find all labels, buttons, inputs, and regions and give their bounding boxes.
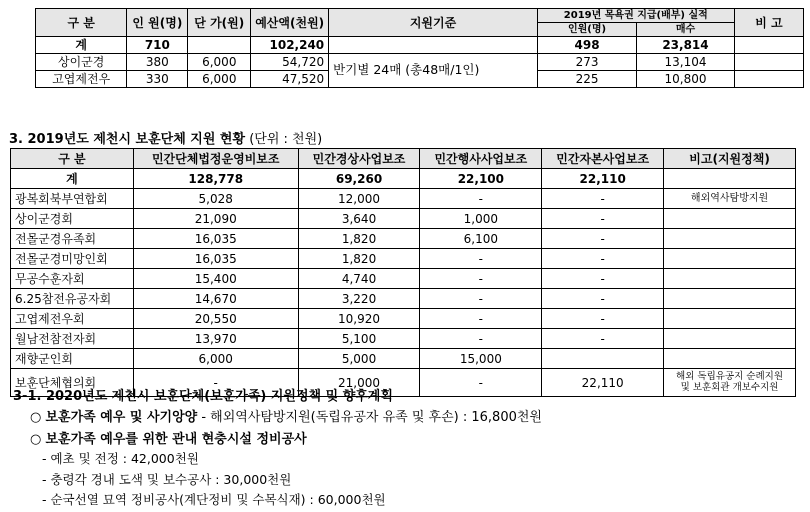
header-note: 비고(지원정책)	[664, 149, 796, 169]
cell-name: 고엽제전우회	[11, 309, 134, 329]
cell-capital: -	[542, 329, 664, 349]
note-line-1: 해외 독립유공지 순례지원	[676, 371, 784, 383]
cell-name: 광복회북부연합회	[11, 189, 134, 209]
cell-perf-people: 273	[537, 54, 636, 71]
cell-note	[664, 309, 796, 329]
cell-name: 전몰군경유족회	[11, 229, 134, 249]
bullet-2-heading: 보훈가족 예우를 위한 관내 현충시설 정비공사	[45, 432, 307, 447]
cell-total-criteria	[329, 37, 538, 54]
cell-note	[664, 229, 796, 249]
cell-budget: 54,720	[251, 54, 329, 71]
cell-capital: -	[542, 209, 664, 229]
table-row-total	[11, 169, 796, 189]
table-row	[11, 309, 796, 329]
cell-perf-people: 225	[537, 71, 636, 88]
circle-bullet-icon: ○	[30, 410, 42, 425]
section-3-unit: (단위 : 천원)	[245, 132, 323, 147]
cell-operating: 21,090	[133, 209, 298, 229]
header-capital: 민간자본사업보조	[542, 149, 664, 169]
bullet-item-1	[30, 406, 542, 425]
cell-people: 380	[127, 54, 188, 71]
cell-operating: 13,970	[133, 329, 298, 349]
cell-capital: 22,110	[542, 369, 664, 397]
cell-capital: -	[542, 269, 664, 289]
cell-total-perf-people: 498	[537, 37, 636, 54]
table-row	[36, 54, 804, 71]
bullet-1-heading: 보훈가족 예우 및 사기앙양	[45, 410, 198, 425]
cell-capital: -	[542, 189, 664, 209]
header-budget: 예산액(천원)	[251, 9, 329, 37]
cell-note	[664, 349, 796, 369]
note-line-2: 및 보훈회관 개보수지원	[680, 381, 779, 393]
cell-note	[664, 209, 796, 229]
cell-total-people: 710	[127, 37, 188, 54]
cell-capital: -	[542, 229, 664, 249]
table-row	[11, 229, 796, 249]
cell-business: 21,000	[298, 369, 420, 397]
list-item: - 예초 및 전정 : 42,000천원	[42, 451, 199, 466]
voucher-table	[35, 8, 804, 88]
cell-total-capital: 22,110	[542, 169, 664, 189]
cell-perf-count: 10,800	[637, 71, 735, 88]
cell-total-note	[734, 37, 803, 54]
cell-capital	[542, 349, 664, 369]
header-performance: 2019년 목욕권 지급(배부) 실적	[537, 9, 734, 23]
cell-capital: -	[542, 309, 664, 329]
cell-event: -	[420, 369, 542, 397]
cell-total-event: 22,100	[420, 169, 542, 189]
cell-name: 상이군경회	[11, 209, 134, 229]
cell-operating: 5,028	[133, 189, 298, 209]
cell-unit-price: 6,000	[188, 71, 251, 88]
cell-total-business: 69,260	[298, 169, 420, 189]
cell-capital: -	[542, 289, 664, 309]
bullet-1-detail: - 해외역사탐방지원(독립유공자 유족 및 후손) : 16,800천원	[197, 410, 542, 425]
cell-operating: -	[133, 369, 298, 397]
cell-name: 재향군인회	[11, 349, 134, 369]
cell-operating: 15,400	[133, 269, 298, 289]
table-row	[11, 289, 796, 309]
cell-note	[734, 54, 803, 71]
cell-total-label: 계	[36, 37, 127, 54]
cell-note	[664, 289, 796, 309]
cell-perf-count: 13,104	[637, 54, 735, 71]
header-category: 구 분	[36, 9, 127, 37]
cell-event: -	[420, 309, 542, 329]
cell-note	[734, 71, 803, 88]
header-event: 민간행사사업보조	[420, 149, 542, 169]
cell-operating: 14,670	[133, 289, 298, 309]
cell-total-perf-count: 23,814	[637, 37, 735, 54]
section-3-heading: 3. 2019년도 제천시 보훈단체 지원 현황	[9, 132, 246, 147]
cell-category: 고엽제전우	[36, 71, 127, 88]
cell-category: 상이군경	[36, 54, 127, 71]
cell-business: 5,000	[298, 349, 420, 369]
cell-event: -	[420, 189, 542, 209]
header-category: 구 분	[11, 149, 134, 169]
cell-business: 10,920	[298, 309, 420, 329]
header-business: 민간경상사업보조	[298, 149, 420, 169]
cell-note	[664, 369, 796, 397]
cell-note: 해외역사탐방지원	[664, 189, 796, 209]
cell-criteria: 반기별 24매 (총48매/1인)	[329, 54, 538, 88]
table-row	[11, 349, 796, 369]
cell-name: 보훈단체협의회	[11, 369, 134, 397]
cell-business: 1,820	[298, 249, 420, 269]
cell-name: 무공수훈자회	[11, 269, 134, 289]
header-note: 비 고	[734, 9, 803, 37]
cell-total-operating: 128,778	[133, 169, 298, 189]
cell-total-unit-price	[188, 37, 251, 54]
section-3-1-title: 3-1. 2020년도 제천시 보훈단체(보훈가족) 지원정책 및 향후계획	[13, 389, 393, 404]
cell-event: -	[420, 269, 542, 289]
support-table	[10, 148, 796, 397]
cell-total-note	[664, 169, 796, 189]
cell-operating: 20,550	[133, 309, 298, 329]
cell-business: 12,000	[298, 189, 420, 209]
circle-bullet-icon: ○	[30, 432, 42, 447]
cell-name: 전몰군경미망인회	[11, 249, 134, 269]
cell-operating: 16,035	[133, 249, 298, 269]
section-3-title	[9, 128, 322, 147]
header-perf-people: 인원(명)	[537, 23, 636, 37]
cell-business: 3,220	[298, 289, 420, 309]
cell-name: 월남전참전자회	[11, 329, 134, 349]
cell-event: 1,000	[420, 209, 542, 229]
cell-operating: 6,000	[133, 349, 298, 369]
cell-business: 5,100	[298, 329, 420, 349]
cell-total-label: 계	[11, 169, 134, 189]
cell-event: 6,100	[420, 229, 542, 249]
header-unit-price: 단 가(원)	[188, 9, 251, 37]
cell-event: -	[420, 289, 542, 309]
header-people: 인 원(명)	[127, 9, 188, 37]
table-row	[11, 269, 796, 289]
cell-note	[664, 329, 796, 349]
cell-business: 1,820	[298, 229, 420, 249]
table-row	[11, 329, 796, 349]
cell-operating: 16,035	[133, 229, 298, 249]
cell-unit-price: 6,000	[188, 54, 251, 71]
cell-event: -	[420, 329, 542, 349]
cell-business: 3,640	[298, 209, 420, 229]
cell-note	[664, 269, 796, 289]
list-item: - 충령각 경내 도색 및 보수공사 : 30,000천원	[42, 472, 292, 487]
cell-event: -	[420, 249, 542, 269]
cell-capital: -	[542, 249, 664, 269]
cell-note	[664, 249, 796, 269]
table-row	[11, 249, 796, 269]
list-item: - 순국선열 묘역 정비공사(계단정비 및 수목식재) : 60,000천원	[42, 492, 386, 507]
cell-budget: 47,520	[251, 71, 329, 88]
header-perf-count: 매수	[637, 23, 735, 37]
table-row-total	[36, 37, 804, 54]
header-operating: 민간단체법정운영비보조	[133, 149, 298, 169]
table-row	[11, 189, 796, 209]
cell-total-budget: 102,240	[251, 37, 329, 54]
cell-people: 330	[127, 71, 188, 88]
header-criteria: 지원기준	[329, 9, 538, 37]
bullet-item-2	[30, 428, 307, 447]
table-row	[11, 209, 796, 229]
cell-name: 6.25참전유공자회	[11, 289, 134, 309]
cell-business: 4,740	[298, 269, 420, 289]
cell-event: 15,000	[420, 349, 542, 369]
